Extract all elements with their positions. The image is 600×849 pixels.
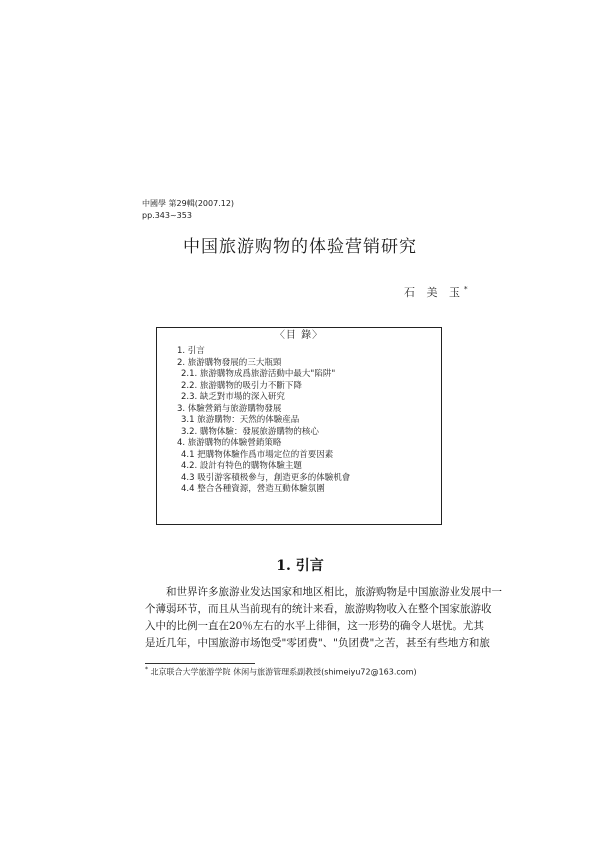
footnote-divider xyxy=(145,663,255,664)
body-line: 和世界许多旅游业发达国家和地区相比，旅游购物是中国旅游业发展中一 xyxy=(166,586,502,598)
toc-item: 4.3 吸引游客積极參与，創造更多的体驗机會 xyxy=(181,472,351,483)
table-of-contents xyxy=(156,327,442,525)
body-line: 入中的比例一直在20％左右的水平上徘徊，这一形势的确令人堪忧。尤其 xyxy=(145,620,484,632)
journal-info xyxy=(142,198,234,222)
footnote xyxy=(145,666,417,678)
author-footnote-mark: * xyxy=(464,285,468,294)
toc-item: 4.4 整合各種資源，營造互動体驗氛圍 xyxy=(181,484,325,494)
toc-item: 4.1 把購物体驗作爲市場定位的首要因素 xyxy=(181,449,334,460)
toc-heading: 〈目 錄〉 xyxy=(274,330,324,341)
paper-title: 中国旅游购物的体验营销研究 xyxy=(183,237,417,257)
toc-item: 2.1. 旅游購物成爲旅游活動中最大"陷阱" xyxy=(181,369,336,379)
body-line: 是近几年，中国旅游市场饱受"零团费"、"负团费"之苦，甚至有些地方和旅 xyxy=(145,637,490,649)
toc-list xyxy=(177,346,433,496)
toc-item: 2.3. 缺乏對市場的深入研究 xyxy=(181,392,285,402)
journal-issue: 中國學 第29輯(2007.12) xyxy=(142,199,235,208)
toc-item: 3.1 旅游購物：天然的体驗産品 xyxy=(181,415,300,425)
footnote-mark: * xyxy=(145,666,148,673)
toc-item: 2. 旅游購物發展的三大瓶頸 xyxy=(177,357,282,368)
toc-item: 4.2. 設計有特色的購物体驗主題 xyxy=(181,461,302,471)
journal-pages: pp.343~353 xyxy=(142,211,192,220)
toc-item: 1. 引言 xyxy=(177,346,205,356)
section-heading: 1. 引言 xyxy=(276,558,324,574)
footnote-text: 北京联合大学旅游学院 休闲与旅游管理系副教授(shimeiyu72@163.com) xyxy=(150,667,417,677)
toc-item: 4. 旅游購物的体驗營銷策略 xyxy=(177,438,282,448)
body-line: 个薄弱环节，而且从当前现有的统计来看，旅游购物收入在整个国家旅游收 xyxy=(145,603,492,615)
toc-item: 3.2. 購物体驗：發展旅游購物的核心 xyxy=(181,426,319,437)
body-paragraph xyxy=(145,584,502,652)
toc-item: 2.2. 旅游購物的吸引力不斷下降 xyxy=(181,380,302,391)
toc-item: 3. 体驗營銷与旅游購物發展 xyxy=(177,403,282,414)
author xyxy=(404,284,468,300)
author-name: 石 美 玉 xyxy=(404,286,464,299)
